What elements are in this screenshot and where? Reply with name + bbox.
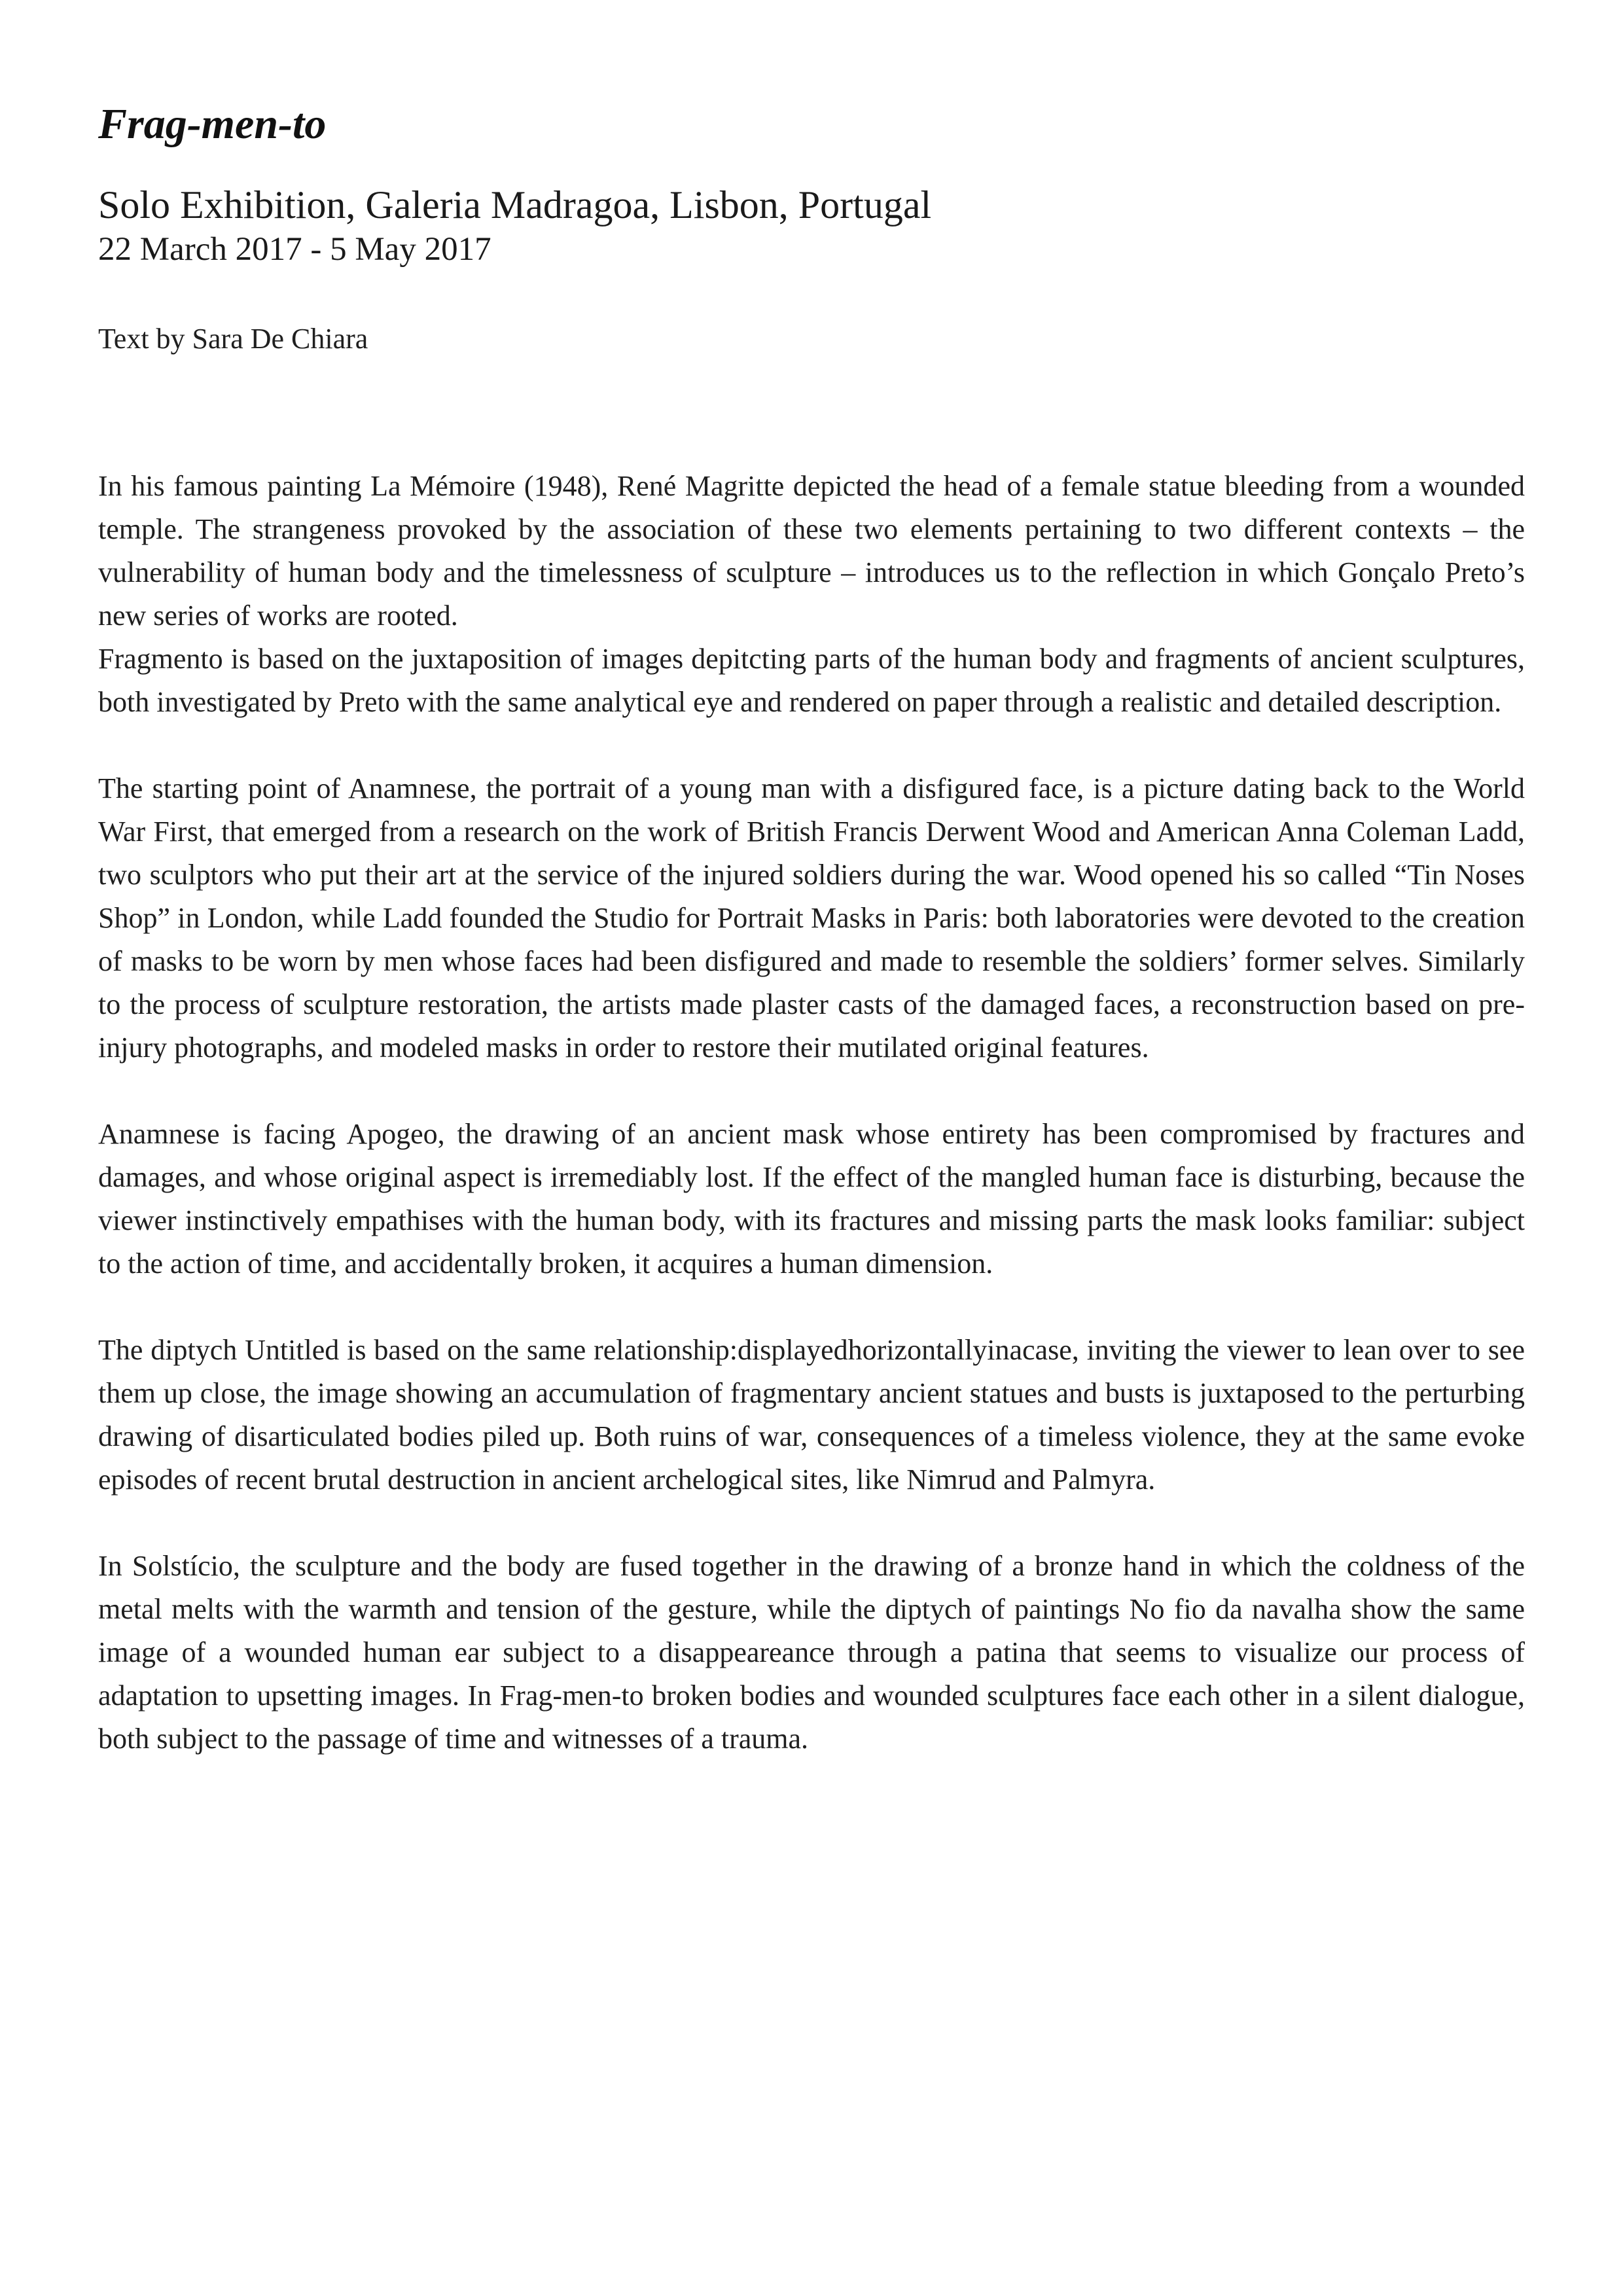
essay-body: [98, 465, 1525, 1761]
exhibition-venue: Solo Exhibition, Galeria Madragoa, Lisbon, Portugal: [98, 183, 932, 227]
essay-paragraph: Anamnese is facing Apogeo, the drawing of an ancient mask whose entirety has been compromised by fractures and damages, and whose original aspect is irremediably lost. If the effect of the mangled human face is disturbing, because the viewer instinctively empathises with the human body, with its fractures and missing parts the mask looks familiar: subject to the action of time, and accidentally broken, it acquires a human dimension.: [98, 1118, 1525, 1280]
essay-paragraph: In Solstício, the sculpture and the body are fused together in the drawing of a bronze hand in which the coldness of the metal melts with the warmth and tension of the gesture, while the diptych of paintings No fio da navalha show the same image of a wounded human ear subject to a disappeareance through a patina that seems to visualize our process of adaptation to upsetting images. In Frag-men-to broken bodies and wounded sculptures face each other in a silent dialogue, both subject to the passage of time and witnesses of a trauma.: [98, 1550, 1525, 1755]
essay-paragraph: The diptych Untitled is based on the same relationship:displayedhorizontallyinacase, inviting the viewer to lean over to see them up close, the image showing an accumulation of fragmentary ancient statues and busts is juxtaposed to the perturbing drawing of disarticulated bodies piled up. Both ruins of war, consequences of a timeless violence, they at the same evoke episodes of recent brutal destruction in ancient archelogical sites, like Nimrud and Palmyra.: [98, 1334, 1525, 1496]
essay-paragraph: The starting point of Anamnese, the portrait of a young man with a disfigured face, is a picture dating back to the World War First, that emerged from a research on the work of British Francis Derwent Wood and American Anna Coleman Ladd, two sculptors who put their art at the service of the injured soldiers during the war. Wood opened his so called “Tin Noses Shop” in London, while Ladd founded the Studio for Portrait Masks in Paris: both laboratories were devoted to the creation of masks to be worn by men whose faces had been disfigured and made to resemble the soldiers’ former selves. Similarly to the process of sculpture restoration, the artists made plaster casts of the damaged faces, a reconstruction based on pre-injury photographs, and modeled masks in order to restore their mutilated original features.: [98, 772, 1525, 1064]
author-byline: Text by Sara De Chiara: [98, 323, 368, 355]
essay-paragraph: Fragmento is based on the juxtaposition of images depitcting parts of the human body and fragments of ancient sculptures, both investigated by Preto with the same analytical eye and rendered on paper through a realistic and detailed description.: [98, 643, 1525, 719]
exhibition-title: Frag-men-to: [98, 100, 327, 148]
document-page: [98, 98, 1525, 1804]
essay-paragraph: In his famous painting La Mémoire (1948), René Magritte depicted the head of a female statue bleeding from a wounded temple. The strangeness provoked by the association of these two elements pertaining to two different contexts – the vulnerability of human body and the timelessness of sculpture – introduces us to the reflection in which Gonçalo Preto’s new series of works are rooted.: [98, 470, 1525, 632]
exhibition-dates: 22 March 2017 - 5 May 2017: [98, 231, 491, 268]
